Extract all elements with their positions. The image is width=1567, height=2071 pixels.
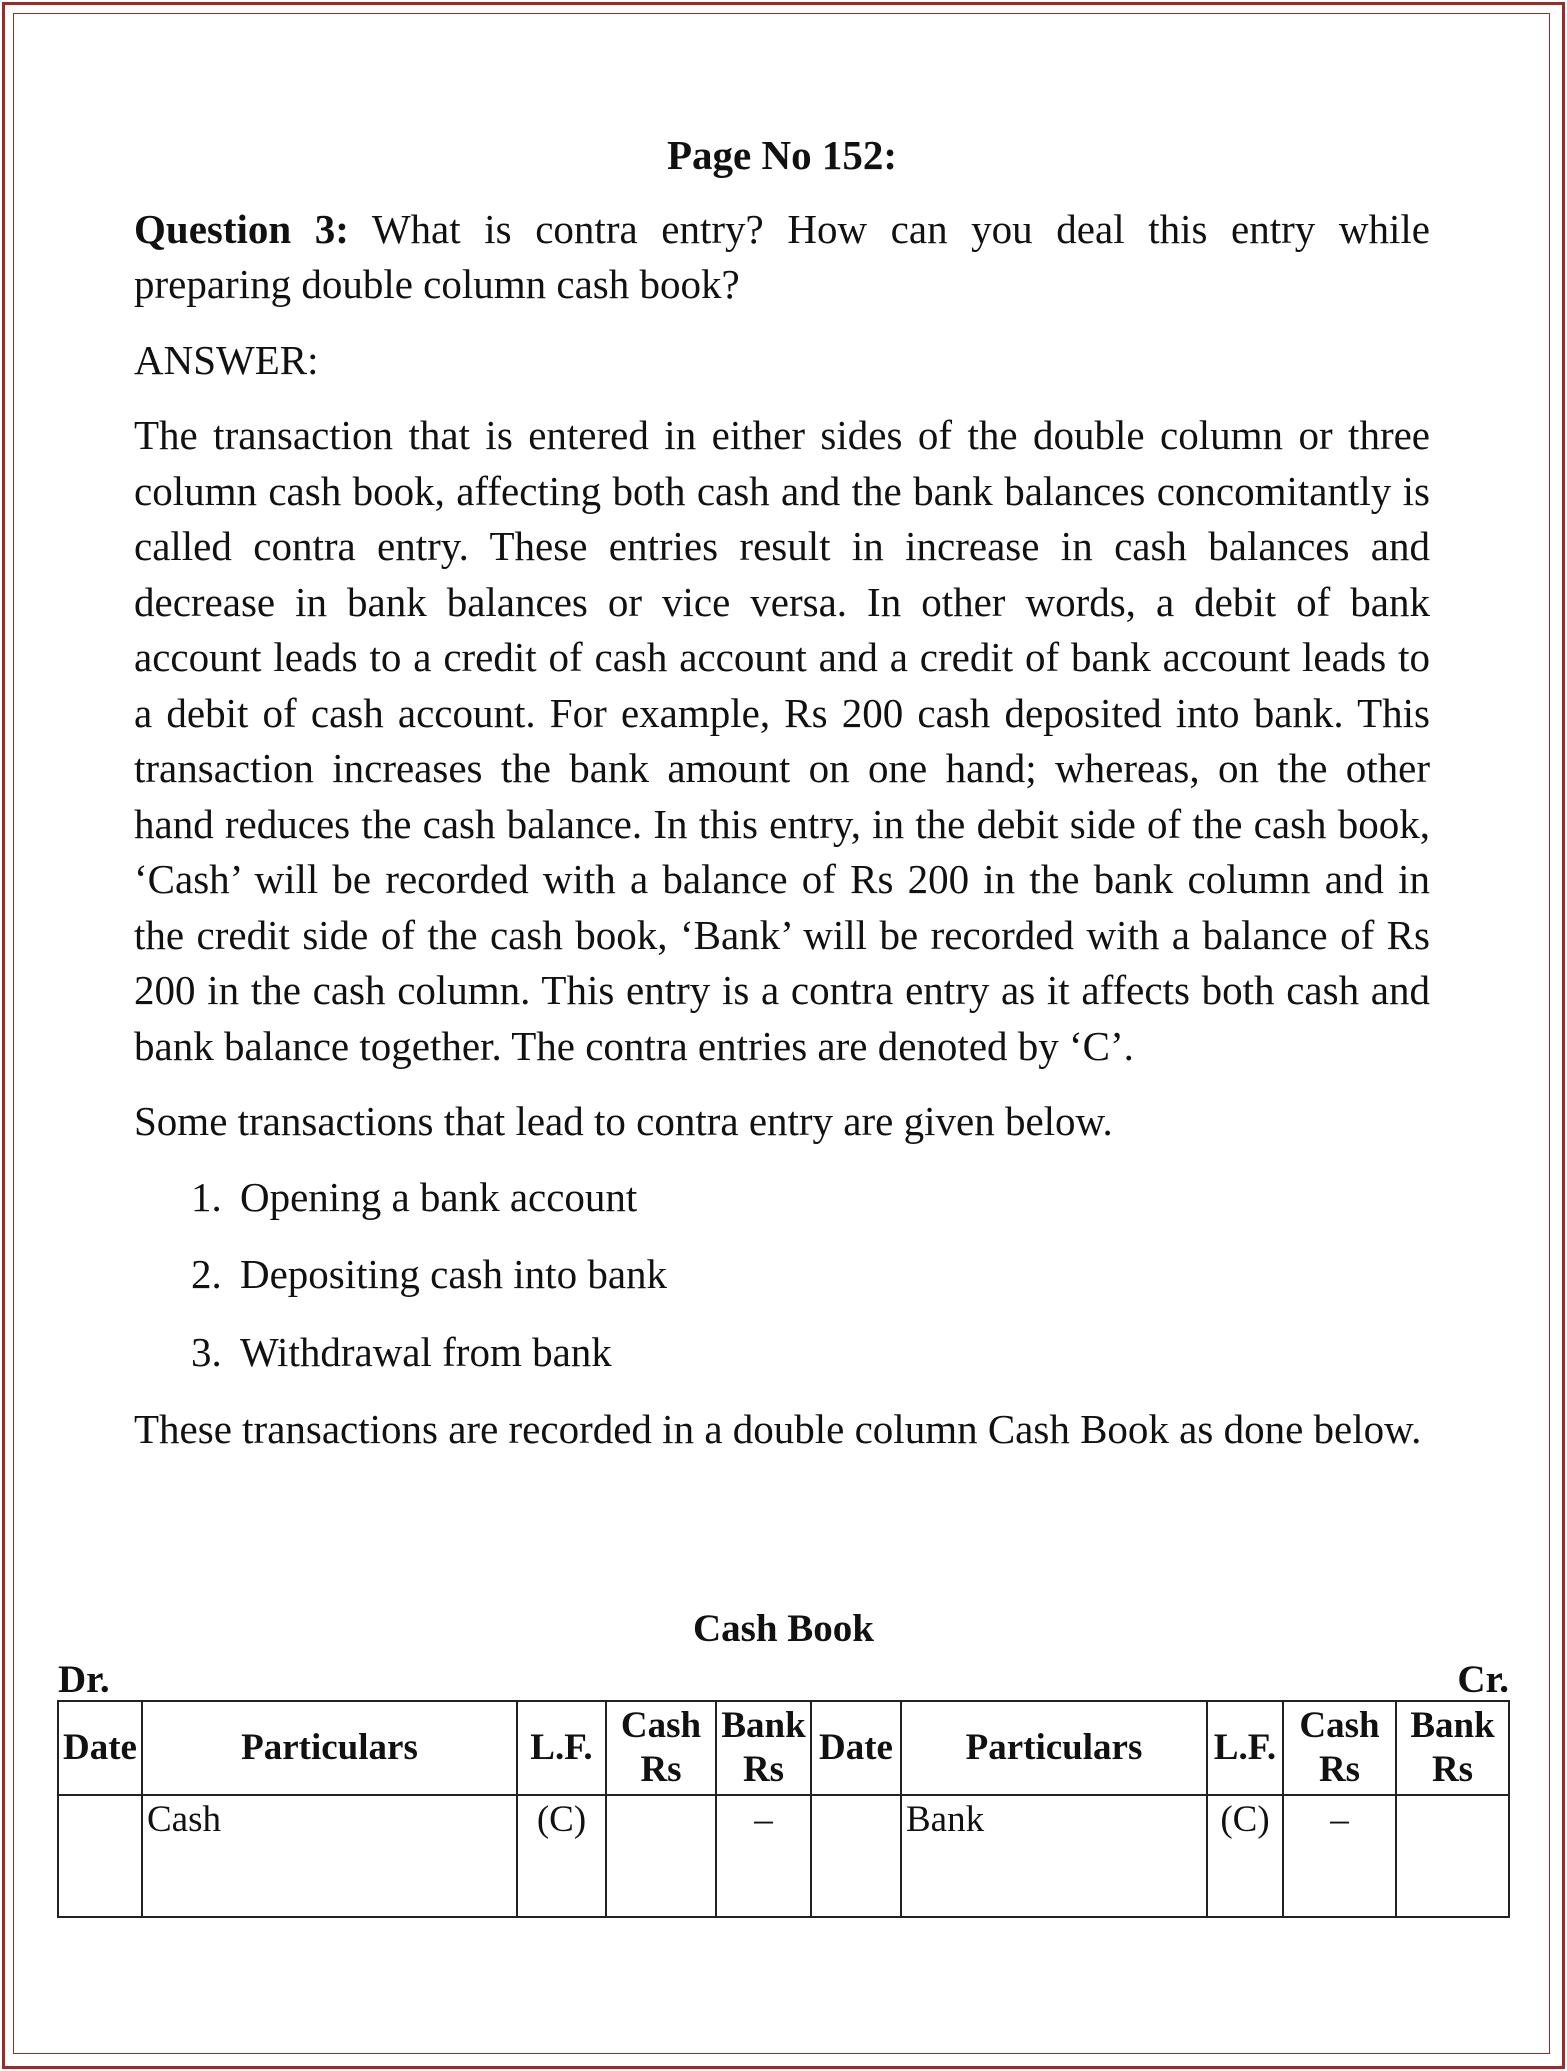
list-item: 1. Opening a bank account: [232, 1170, 1430, 1226]
header-cash: [606, 1701, 716, 1795]
question-text: What is contra entry? How can you deal this entry while preparing double column cash book?: [134, 205, 1431, 307]
header-date: Date: [58, 1701, 142, 1795]
answer-paragraph: The transaction that is entered in either sides of the double column or three column cash book, affecting both cash and the bank balances concomitantly is called contra entry. These entries result in increase in cash balances and decrease in bank balances or vice versa. In other words, a debit of bank account leads to a credit of cash account and a credit of bank account leads to a debit of cash account. For example, Rs 200 cash deposited into bank. This transaction increases the bank amount on one hand; whereas, on the other hand reduces the cash balance. In this entry, in the debit side of the cash book, ‘Cash’ will be recorded with a balance of Rs 200 in the bank column and in the credit side of the cash book, ‘Bank’ will be recorded with a balance of Rs 200 in the cash column. This entry is a contra entry as it affects both cash and bank balance together. The contra entries are denoted by ‘C’.: [134, 412, 1430, 1069]
cash-book-table: [57, 1700, 1510, 1918]
list-item: 2. Depositing cash into bank: [232, 1247, 1430, 1303]
credit-cash-cell: –: [1283, 1795, 1396, 1917]
header-bank-unit: Rs: [1431, 1749, 1474, 1790]
debit-cash-cell: [606, 1795, 716, 1917]
answer-label: ANSWER:: [134, 336, 319, 383]
debit-lf-cell: (C): [517, 1795, 606, 1917]
header-cash-unit: Rs: [640, 1749, 682, 1790]
header-lf: L.F.: [517, 1701, 606, 1795]
list-item: 3. Withdrawal from bank: [232, 1325, 1430, 1381]
debit-particulars-cell: Cash: [142, 1795, 517, 1917]
debit-date-cell: [58, 1795, 142, 1917]
header-cash: [1283, 1701, 1396, 1795]
header-bank-label: Bank: [1410, 1705, 1495, 1746]
table-row: [58, 1795, 1509, 1917]
credit-label: Cr.: [1457, 1658, 1509, 1701]
document-body: [134, 128, 1430, 1458]
header-particulars: Particulars: [142, 1701, 517, 1795]
debit-label: Dr.: [58, 1658, 110, 1701]
credit-bank-cell: [1396, 1795, 1509, 1917]
header-bank-unit: Rs: [742, 1749, 785, 1790]
credit-particulars-cell: Bank: [901, 1795, 1207, 1917]
header-cash-label: Cash: [1299, 1705, 1380, 1746]
debit-bank-cell: –: [716, 1795, 811, 1917]
header-bank: [716, 1701, 811, 1795]
list-intro: Some transactions that lead to contra entry are given below.: [134, 1098, 1113, 1144]
header-bank-label: Bank: [721, 1705, 806, 1746]
header-bank: [1396, 1701, 1509, 1795]
page-number: Page No 152:: [666, 132, 897, 178]
question: [134, 202, 1430, 313]
table-header-row: [58, 1701, 1509, 1795]
question-label: Question 3:: [134, 205, 349, 252]
transaction-list: [134, 1170, 1430, 1381]
header-date: Date: [811, 1701, 901, 1795]
credit-lf-cell: (C): [1207, 1795, 1283, 1917]
cash-book-title: Cash Book: [693, 1607, 874, 1650]
header-cash-label: Cash: [620, 1705, 702, 1746]
header-particulars: Particulars: [901, 1701, 1207, 1795]
header-lf: L.F.: [1207, 1701, 1283, 1795]
closing-text: These transactions are recorded in a double column Cash Book as done below.: [134, 1406, 1422, 1452]
credit-date-cell: [811, 1795, 901, 1917]
header-cash-unit: Rs: [1318, 1749, 1361, 1790]
